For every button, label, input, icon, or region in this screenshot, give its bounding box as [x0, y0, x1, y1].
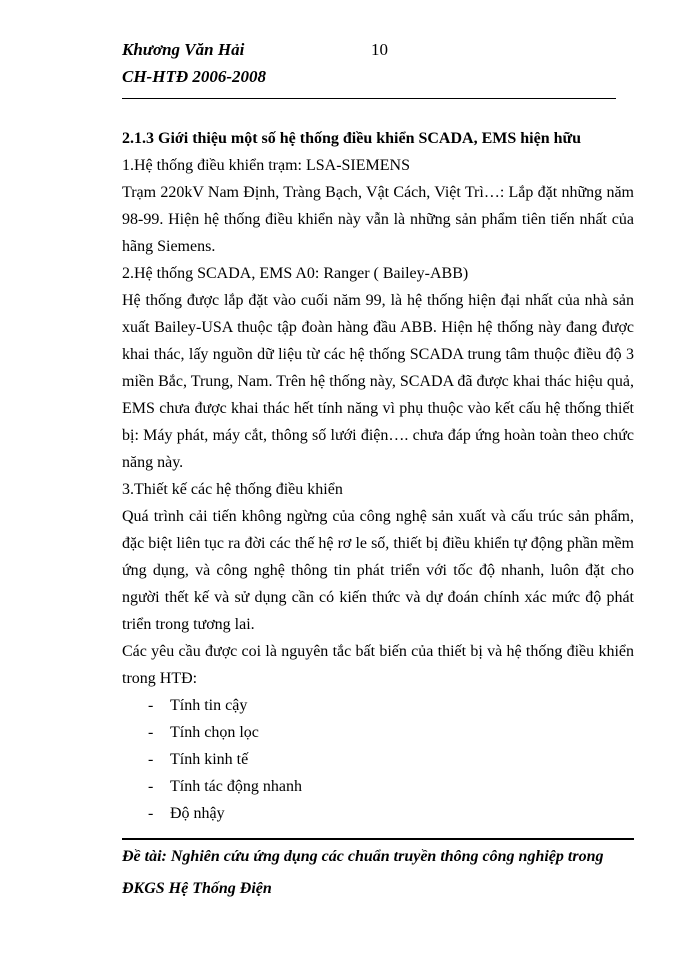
section-heading: 2.1.3 Giới thiệu một số hệ thống điều khiển SCADA, EMS hiện hữu	[122, 130, 581, 147]
item2-title: 2.Hệ thống SCADA, EMS A0: Ranger ( Bailey-ABB)	[122, 265, 469, 282]
item2-paragraph: Hệ thống được lắp đặt vào cuối năm 99, là hệ thống hiện đại nhất của nhà sản xuất Bailey-USA thuộc tập đoàn hàng đầu ABB. Hiện hệ thống này đang được khai thác, lấy nguồn dữ liệu từ các hệ thống SCADA trung tâm thuộc điều độ 3 miền Bắc, Trung, Nam. Trên hệ thống này, SCADA đã được khai thác hiệu quả, EMS chưa được khai thác hết tính năng vì phụ thuộc vào kết cấu hệ thống thiết bị: Máy phát, máy cắt, thông số lưới điện…. chưa đáp ứng hoàn toàn theo chức năng này.	[122, 292, 634, 471]
footer-topic-line1: Đề tài: Nghiên cứu ứng dụng các chuẩn truyền thông công nghiệp trong	[122, 848, 604, 865]
list-item-text: Tính tin cậy	[170, 697, 248, 714]
list-item	[122, 746, 634, 773]
list-item-text: Tính tác động nhanh	[170, 778, 302, 795]
header-course: CH-HTĐ 2006-2008	[122, 67, 267, 86]
item3-paragraph: Quá trình cải tiến không ngừng của công nghệ sản xuất và cấu trúc sản phẩm, đặc biệt liên tục ra đời các thế hệ rơ le số, thiết bị điều khiển tự động phần mềm ứng dụng, và công nghệ thông tin phát triển với tốc độ nhanh, luôn đặt cho người thết kế và sử dụng cần có kiến thức và dự đoán chính xác mức độ phát triển trong tương lai.	[122, 508, 634, 633]
bullet-dash: -	[148, 697, 154, 714]
requirements-intro: Các yêu cầu được coi là nguyên tắc bất biến của thiết bị và hệ thống điều khiển trong HTĐ:	[122, 643, 634, 687]
list-item	[122, 719, 634, 746]
requirements-list	[122, 692, 634, 827]
item1-title: 1.Hệ thống điều khiển trạm: LSA-SIEMENS	[122, 157, 410, 174]
list-item-text: Tính kinh tế	[170, 751, 249, 768]
list-item-text: Độ nhậy	[170, 805, 225, 822]
list-item	[122, 692, 634, 719]
list-item	[122, 800, 634, 827]
document-body	[122, 125, 634, 827]
bullet-dash: -	[148, 724, 154, 741]
footer-rule	[122, 838, 634, 840]
header-rule	[122, 98, 616, 99]
footer	[122, 841, 634, 905]
item3-title: 3.Thiết kế các hệ thống điều khiển	[122, 481, 343, 498]
page-number: 10	[371, 40, 388, 59]
list-item	[122, 773, 634, 800]
item1-paragraph: Trạm 220kV Nam Định, Tràng Bạch, Vật Cách, Việt Trì…: Lắp đặt những năm 98-99. Hiện hệ thống điều khiển này vẫn là những sản phẩm tiên tiến nhất của hãng Siemens.	[122, 184, 634, 255]
list-item-text: Tính chọn lọc	[170, 724, 259, 741]
footer-topic-line2: ĐKGS Hệ Thống Điện	[122, 880, 272, 897]
bullet-dash: -	[148, 751, 154, 768]
bullet-dash: -	[148, 805, 154, 822]
header-author: Khương Văn Hải	[122, 40, 245, 59]
bullet-dash: -	[148, 778, 154, 795]
